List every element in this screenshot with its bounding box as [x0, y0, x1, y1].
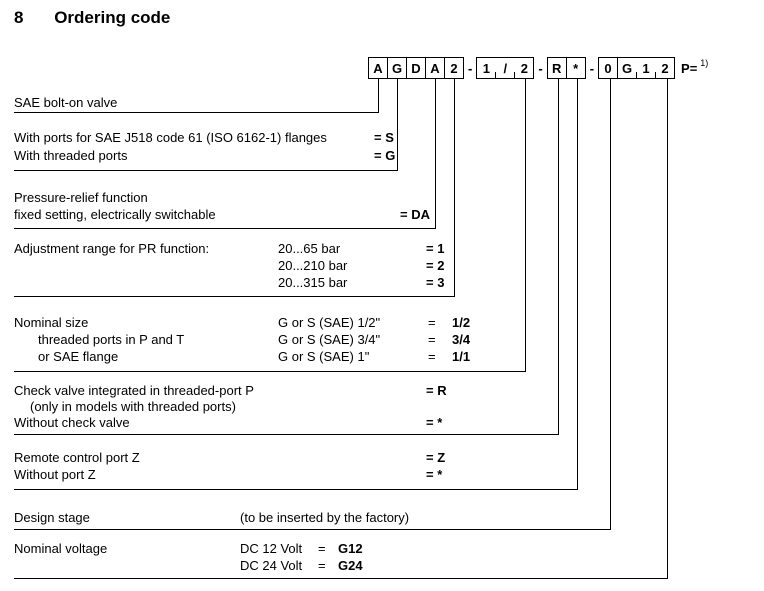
row-value: = *: [426, 415, 443, 430]
row-label: Remote control port Z: [14, 450, 140, 465]
row-label: Without port Z: [14, 467, 96, 482]
row-option: 20...210 bar: [278, 258, 348, 273]
code-group-size: [476, 57, 534, 79]
row-value: = DA: [400, 207, 430, 222]
section-number: 8: [14, 8, 24, 27]
row-pr-function-type: [14, 207, 754, 222]
row-equals: =: [428, 349, 436, 364]
row-equals: =: [428, 332, 436, 347]
row-value: = R: [426, 383, 447, 398]
row-value: = 3: [426, 275, 445, 290]
row-value: 1/1: [452, 349, 471, 364]
code-group-voltage: [617, 57, 675, 79]
row-check-valve: [14, 383, 754, 398]
code-box: D: [406, 58, 425, 78]
row-value: = 1: [426, 241, 445, 256]
row-option: G or S (SAE) 1/2": [278, 315, 381, 330]
row-label: threaded ports in P and T: [38, 332, 185, 347]
row-pr-function-title: [14, 190, 754, 205]
row-adjustment-3: [14, 275, 754, 290]
row-equals: =: [318, 558, 326, 573]
row-label: With ports for SAE J518 code 61 (ISO 6162-1) flanges: [14, 130, 327, 145]
row-label: Nominal voltage: [14, 541, 108, 556]
row-check-valve-note: [14, 399, 754, 414]
row-label: or SAE flange: [38, 349, 119, 364]
row-adjustment-1: [14, 241, 754, 256]
section-rule: [14, 112, 379, 113]
row-value: G24: [338, 558, 363, 573]
code-box: G: [621, 60, 633, 76]
row-label: fixed setting, electrically switchable: [14, 207, 216, 222]
row-option: G or S (SAE) 3/4": [278, 332, 381, 347]
row-label: With threaded ports: [14, 148, 128, 163]
code-box: 1: [642, 60, 650, 76]
row-option: G or S (SAE) 1": [278, 349, 370, 364]
code-box: 0: [604, 60, 612, 76]
row-nominal-size-2: [14, 332, 754, 347]
row-voltage-12v: [14, 541, 754, 556]
row-value: 1/2: [452, 315, 471, 330]
row-value: = 2: [426, 258, 445, 273]
section-rule: [14, 434, 559, 435]
section-rule: [14, 529, 611, 530]
section-rule: [14, 371, 526, 372]
row-sae-bolt-on-valve: [14, 95, 754, 110]
code-box: A: [373, 60, 383, 76]
row-label: Pressure-relief function: [14, 190, 148, 205]
row-label: Check valve integrated in threaded-port P: [14, 383, 254, 398]
row-without-check-valve: [14, 415, 754, 430]
row-value: 3/4: [452, 332, 471, 347]
code-box-design-stage: [598, 57, 618, 79]
code-box: *: [566, 58, 585, 78]
footnote-ref: 1): [700, 58, 709, 68]
row-label: Nominal size: [14, 315, 89, 330]
row-adjustment-2: [14, 258, 754, 273]
section-rule: [14, 296, 455, 297]
row-value: = G: [374, 148, 396, 163]
row-option: 20...315 bar: [278, 275, 348, 290]
row-note: (to be inserted by the factory): [240, 510, 410, 525]
section-rule: [14, 170, 398, 171]
row-label: Adjustment range for PR function:: [14, 241, 210, 256]
section-rule: [14, 489, 578, 490]
row-value: = S: [374, 130, 394, 145]
row-label: Without check valve: [14, 415, 130, 430]
code-box: 2: [520, 60, 528, 76]
code-box: G: [387, 58, 406, 78]
row-value: G12: [338, 541, 363, 556]
row-nominal-size-1: [14, 315, 754, 330]
row-equals: =: [318, 541, 326, 556]
section-title: Ordering code: [54, 8, 171, 27]
code-box: 1: [482, 60, 490, 76]
code-box: R: [551, 60, 562, 76]
row-remote-port: [14, 450, 754, 465]
code-group-checkvalve: [547, 57, 586, 79]
row-label: (only in models with threaded ports): [30, 399, 236, 414]
code-suffix: P=: [681, 60, 698, 76]
row-value: = *: [426, 467, 443, 482]
section-rule: [14, 578, 668, 579]
row-voltage-24v: [14, 558, 754, 573]
page-title: [14, 8, 170, 28]
row-label: SAE bolt-on valve: [14, 95, 118, 110]
row-nominal-size-3: [14, 349, 754, 364]
ordering-code: [368, 57, 708, 79]
code-box: 2: [661, 60, 669, 76]
row-value: = Z: [426, 450, 446, 465]
row-option: 20...65 bar: [278, 241, 341, 256]
row-design-stage: [14, 510, 754, 525]
row-label: Design stage: [14, 510, 90, 525]
code-dash: -: [538, 60, 543, 76]
row-without-port-z: [14, 467, 754, 482]
code-box: 2: [444, 58, 463, 78]
section-rule: [14, 228, 436, 229]
row-port-threaded: [14, 148, 754, 163]
row-port-flanges: [14, 130, 754, 145]
code-box: A: [425, 58, 444, 78]
row-option: DC 24 Volt: [240, 558, 303, 573]
code-box: /: [503, 60, 508, 76]
code-dash: -: [468, 60, 473, 76]
row-option: DC 12 Volt: [240, 541, 303, 556]
row-equals: =: [428, 315, 436, 330]
code-dash: -: [589, 60, 595, 76]
code-group-model: [368, 57, 464, 79]
